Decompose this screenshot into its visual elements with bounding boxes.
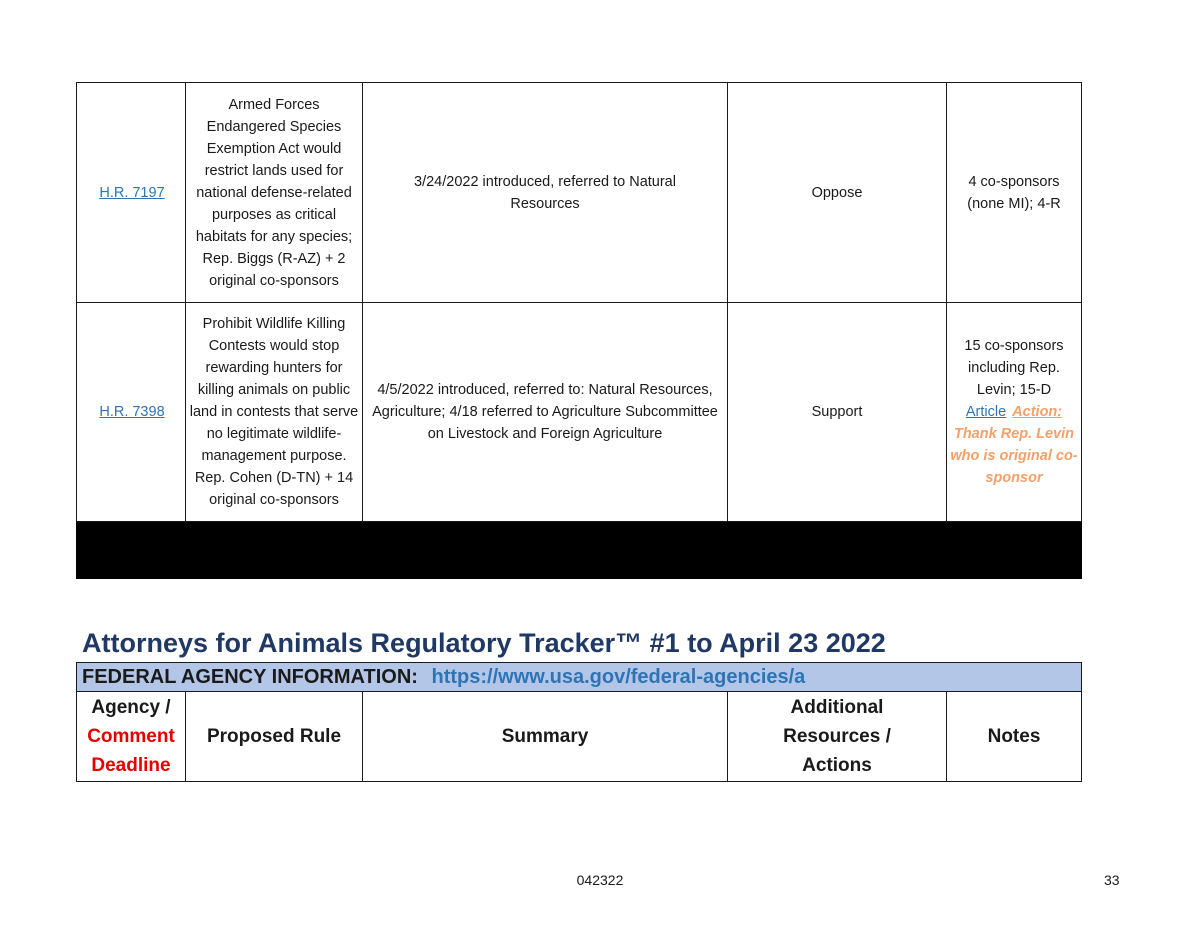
agency-banner-row [77,663,1082,692]
black-cell [728,522,947,579]
table-row [77,303,1082,522]
bill-link-hr7398[interactable]: H.R. 7398 [99,404,165,420]
bill-notes: 15 co-sponsors including Rep. Levin; 15-D [964,338,1064,398]
bill-status: 4/5/2022 introduced, referred to: Natural Resources, Agriculture; 4/18 referred to Agriculture Subcommittee on Livestock and Foreign Agriculture [363,303,728,522]
agency-url-link[interactable]: https://www.usa.gov/federal-agencies/a [431,665,806,688]
bill-position: Support [728,303,947,522]
bill-notes-cell [947,303,1082,522]
black-divider-row [77,522,1082,579]
agency-table [76,662,1082,782]
bill-number-cell [77,83,186,303]
header-additional-resources: Additional Resources / Actions [728,692,947,782]
black-cell [77,522,186,579]
action-label: Action: [1012,404,1063,420]
notes-action-text: Thank Rep. Levin who is original co-sponsor [950,426,1078,486]
notes-action-line [949,401,1079,423]
bill-position: Oppose [728,83,947,303]
bills-table [76,82,1082,579]
table-row [77,83,1082,303]
bill-status: 3/24/2022 introduced, referred to Natural Resources [363,83,728,303]
tracker-title: Attorneys for Animals Regulatory Tracker™ #1 to April 23 2022 [82,628,886,658]
agency-banner-label: FEDERAL AGENCY INFORMATION: [82,665,418,688]
bill-notes: 4 co-sponsors (none MI); 4-R [947,83,1082,303]
agency-banner [77,663,1082,692]
bill-description: Armed Forces Endangered Species Exemption Act would restrict lands used for national defense-related purposes as critical habitats for any species; Rep. Biggs (R-AZ) + 2 original co-sponsors [186,83,363,303]
header-agency-line1: Agency / [91,697,171,718]
black-cell [186,522,363,579]
header-comment: Comment [87,726,175,747]
page-number: 33 [1104,872,1120,888]
header-agency [77,692,186,782]
header-proposed-rule: Proposed Rule [186,692,363,782]
bill-link-hr7197[interactable]: H.R. 7197 [99,184,165,201]
black-cell [947,522,1082,579]
header-deadline: Deadline [91,755,171,776]
header-notes: Notes [947,692,1082,782]
header-summary: Summary [363,692,728,782]
agency-header-row [77,692,1082,782]
bill-number-cell [77,303,186,522]
article-link[interactable]: Article [965,404,1007,420]
footer-code: 042322 [576,872,624,888]
bill-description: Prohibit Wildlife Killing Contests would stop rewarding hunters for killing animals on public land in contests that serve no legitimate wildlife-management purpose. Rep. Cohen (D-TN) + 14 original co-sponsors [186,303,363,522]
black-cell [363,522,728,579]
